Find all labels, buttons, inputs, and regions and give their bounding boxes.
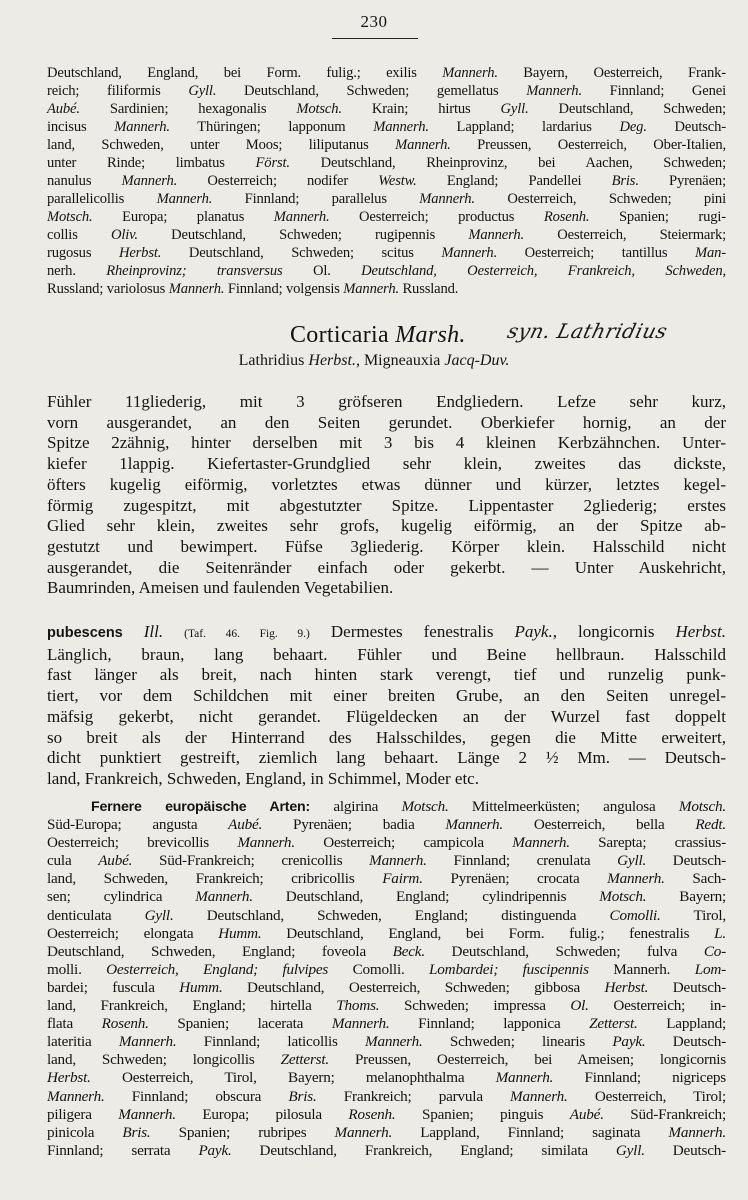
further-species-line: bardei; fuscula Humm. Deutschland, Oesterreich, Schweden; gibbosa Herbst. Deutsch- [47, 978, 726, 996]
genus-synonyms: Lathridius Herbst., Migneauxia Jacq-Duv. [238, 352, 510, 369]
description-line: gestutzt und bewimpert. Füfse 3gliederig. Körper klein. Halsschild nicht [47, 536, 726, 556]
author-citation: Motsch. [401, 798, 449, 815]
author-citation: Humm. [179, 978, 223, 996]
author-citation: Motsch. [296, 101, 342, 117]
further-species-line: Finnland; serrata Payk. Deutschland, Frankreich, England; similata Gyll. Deutsch- [47, 1141, 727, 1159]
text-line: Aubé. Sardinien; hexagonalis Motsch. Krain; hirtus Gyll. Deutschland, Schweden; [47, 101, 726, 117]
author-citation: Mannerh. [121, 173, 178, 189]
author-citation: Mannerh. [445, 816, 504, 834]
description-line: Spitze 2zähnig, hinter derselben mit 3 bis 4 kleinen Kerbzähnchen. Unter- [47, 433, 726, 453]
author-citation: Mannerh. [526, 83, 582, 99]
species-description-line: so breit als der Hinterrand des Halsschildes, gegen die Mitte erweitert, [47, 727, 726, 747]
author-citation: Ol. [570, 997, 589, 1015]
further-species-line: Mannerh. Finnland; obscura Bris. Frankreich; parvula Mannerh. Oesterreich, Tirol; [47, 1087, 726, 1105]
author-citation: Fairm. [382, 870, 423, 888]
author-citation: Gyll. [615, 1141, 645, 1159]
author-citation: Mannerh. [195, 888, 253, 906]
text-line: collis Oliv. Deutschland, Schweden; rugipennis Mannerh. Oesterreich, Steiermark; [47, 227, 726, 243]
page-number: 230 [360, 12, 388, 31]
species-description-line: tiert, vor dem Schildchen mit einer breiten Grube, an den Seiten unregel- [47, 686, 726, 706]
author-citation: Mannerh. [419, 191, 475, 207]
description-line: förmig zugespitzt, mit abgestutzter Spitze. Lippentaster 2gliederig; erstes [47, 495, 726, 515]
author-citation: Aubé. [228, 816, 263, 834]
author-citation: Mannerh. [369, 852, 427, 870]
species-entry [47, 622, 726, 790]
author-citation: Zetterst. [280, 1051, 329, 1069]
author-citation: Herbst. [604, 978, 649, 996]
author-citation: Herbst. [308, 352, 356, 369]
text-line: Motsch. Europa; planatus Mannerh. Oesterreich; productus Rosenh. Spanien; rugi- [47, 209, 726, 225]
author-citation: Redt. [695, 816, 726, 834]
author-citation: Herbst. [118, 245, 162, 261]
author-citation: Mannerh. [668, 1123, 726, 1141]
author-citation: Gyll. [617, 852, 647, 870]
author-citation: Aubé. [569, 1105, 604, 1123]
author-citation: Mannerh. [237, 834, 295, 852]
author-citation: Payk. [612, 1033, 646, 1051]
author-citation: Comolli. [609, 906, 661, 924]
genus-author: Marsh. [395, 322, 466, 348]
author-citation: Mannerh. [156, 191, 213, 207]
author-citation: Motsch. [47, 209, 93, 225]
author-citation: Man- [694, 245, 726, 261]
author-citation: Mannerh. [495, 1069, 554, 1087]
author-citation: Mannerh. [510, 1087, 568, 1105]
text-line: unter Rinde; limbatus Först. Deutschland, Rheinprovinz, bei Aachen, Schweden; [47, 155, 726, 171]
author-citation: Mannerh. [118, 1033, 177, 1051]
author-citation: Mannerh. [168, 281, 225, 297]
further-species-line: denticulata Gyll. Deutschland, Schweden, England; distinguenda Comolli. Tirol, [47, 906, 726, 924]
text-line: incisus Mannerh. Thüringen; lapponum Mannerh. Lappland; lardarius Deg. Deutsch- [47, 119, 726, 135]
author-citation: L. [714, 924, 726, 942]
further-species-line: lateritia Mannerh. Finnland; laticollis Mannerh. Schweden; linearis Payk. Deutsch- [47, 1033, 727, 1051]
text-line: Russland; variolosus Mannerh. Finnland; volgensis Mannerh. Russland. [47, 281, 459, 297]
author-citation: Mannerh. [442, 65, 498, 81]
species-description-line: land, Frankreich, Schweden, England, in Schimmel, Moder etc. [47, 768, 479, 788]
description-line: öfters kugelig eiförmig, vorletztes etwas dünner und kürzer, letztes kegel- [47, 474, 726, 494]
author-citation: Herbst. [675, 622, 727, 641]
author-citation: Mannerh. [607, 870, 665, 888]
author-citation: Mannerh. [468, 227, 525, 243]
author-citation: Mannerh. [441, 245, 498, 261]
author-citation: Mannerh. [343, 281, 399, 297]
author-citation: Mannerh. [365, 1033, 423, 1051]
further-species [47, 798, 726, 1160]
author-citation: Motsch. [599, 888, 647, 906]
text-line: land, Schweden, unter Moos; liliputanus Mannerh. Preussen, Oesterreich, Ober-Italien, [47, 137, 726, 153]
further-species-line: Deutschland, Schweden, England; foveola Beck. Deutschland, Schweden; fulva Co- [47, 942, 726, 960]
author-citation: Rosenh. [348, 1105, 396, 1123]
author-citation: Gyll. [188, 83, 217, 99]
author-citation: Bris. [288, 1087, 317, 1105]
author-citation: Först. [255, 155, 290, 171]
description-line: vorn ausgerandet, an den Seiten gerundet. Oberkiefer hornig, an der [47, 412, 726, 432]
species-description-line: fast länger als breit, nach hinten stark verengt, tief und runzelig punk- [47, 665, 726, 685]
author-citation: Bris. [611, 173, 639, 189]
author-citation: Bris. [122, 1123, 151, 1141]
further-species-line: Herbst. Oesterreich, Tirol, Bayern; melanophthalma Mannerh. Finnland; nigriceps [47, 1069, 726, 1087]
species-author: Ill. [143, 622, 164, 641]
author-citation: Zetterst. [589, 1015, 638, 1033]
author-citation: Aubé. [47, 101, 80, 117]
figure-reference: (Taf. 46. Fig. 9.) [184, 628, 310, 640]
genus-title [290, 322, 466, 349]
species-synonymy: Dermestes fenestralis Payk., longicornis Herbst. [330, 622, 727, 641]
species-description-line: mäfsig gekerbt, nicht gerandet. Flügeldecken an der Wurzel fast doppelt [47, 706, 726, 726]
further-species-header-line [47, 798, 726, 816]
author-citation: Payk. [198, 1141, 232, 1159]
description-line: Fühler 11gliederig, mit 3 gröfseren Endgliedern. Lefze sehr kurz, [47, 392, 726, 411]
author-citation: Gyll. [144, 906, 174, 924]
species-name: pubescens [47, 625, 123, 641]
author-citation: Lombardei; fuscipennis [404, 960, 614, 978]
further-species-line: Süd-Europa; angusta Aubé. Pyrenäen; badia Mannerh. Oesterreich, bella Redt. [47, 816, 726, 834]
description-line: Glied sehr klein, zweites sehr grofs, kugelig eiförmig, an der Spitze ab- [47, 516, 726, 536]
further-species-line: pinicola Bris. Spanien; rubripes Mannerh. Lappland, Finnland; saginata Mannerh. [47, 1123, 726, 1141]
text-line: rugosus Herbst. Deutschland, Schweden; scitus Mannerh. Oesterreich; tantillus Man- [47, 245, 726, 261]
further-species-line: land, Frankreich, England; hirtella Thoms. Schweden; impressa Ol. Oesterreich; in- [47, 997, 727, 1015]
author-citation: Thoms. [336, 997, 380, 1015]
author-citation: Oesterreich, England; fulvipes [81, 960, 353, 978]
further-species-line: Oesterreich; elongata Humm. Deutschland, England, bei Form. fulig.; fenestralis L. [47, 924, 726, 942]
author-citation: Mannerh. [334, 1123, 393, 1141]
author-citation: Humm. [218, 924, 262, 942]
author-citation: Mannerh. [395, 137, 451, 153]
author-citation: Beck. [392, 942, 425, 960]
further-species-line: molli. Oesterreich, England; fulvipes Comolli. Lombardei; fuscipennis Mannerh. Lom- [47, 960, 726, 978]
further-species-line: land, Schweden; longicollis Zetterst. Preussen, Oesterreich, bei Ameisen; longicornis [47, 1051, 726, 1069]
author-citation: Deg. [619, 119, 647, 135]
author-citation: Mannerh. [273, 209, 330, 225]
author-citation: Co- [703, 942, 726, 960]
author-citation: Mannerh. [331, 1015, 390, 1033]
text-line: parallelicollis Mannerh. Finnland; parallelus Mannerh. Oesterreich, Schweden; pini [47, 191, 726, 207]
author-citation: Mannerh. [114, 119, 170, 135]
text-line: reich; filiformis Gyll. Deutschland, Schweden; gemellatus Mannerh. Finnland; Genei [47, 83, 726, 99]
author-citation: Herbst. [47, 1069, 91, 1087]
author-citation: Payk. [514, 622, 553, 641]
author-citation: Rosenh. [543, 209, 590, 225]
handwritten-annotation: syn. Lathridius [505, 319, 671, 343]
author-citation: Deutschland, Oesterreich, Frankreich, Schweden, [330, 263, 726, 279]
species-description-line: dicht punktiert gestreift, ziemlich lang behaart. Länge 2 ½ Mm. — Deutsch- [47, 748, 726, 768]
author-citation: Mannerh. [118, 1105, 176, 1123]
description-line: ausgerandet, die Seitenränder einfach oder gekerbt. — Unter Auskehricht, [47, 557, 726, 577]
author-citation: Jacq-Duv. [444, 352, 510, 369]
further-species-line: cula Aubé. Süd-Frankreich; crenicollis Mannerh. Finnland; crenulata Gyll. Deutsch- [47, 852, 727, 870]
further-species-line: flata Rosenh. Spanien; lacerata Mannerh. Finnland; lapponica Zetterst. Lappland; [47, 1015, 726, 1033]
text-line: nanulus Mannerh. Oesterreich; nodifer Westw. England; Pandellei Bris. Pyrenäen; [47, 173, 726, 189]
author-citation: Gyll. [500, 101, 529, 117]
author-citation: Mannerh. [512, 834, 570, 852]
species-description-line: Länglich, braun, lang behaart. Fühler und Beine hellbraun. Halsschild [47, 644, 726, 664]
author-citation: Rosenh. [101, 1015, 149, 1033]
further-species-line: piligera Mannerh. Europa; pilosula Rosenh. Spanien; pinguis Aubé. Süd-Frankreich; [47, 1105, 726, 1123]
further-species-line: sen; cylindrica Mannerh. Deutschland, England; cylindripennis Motsch. Bayern; [47, 888, 726, 906]
genus-name: Corticaria [290, 322, 389, 348]
genus-description [47, 392, 726, 599]
top-paragraph [47, 64, 726, 298]
page-number-rule [332, 38, 418, 39]
further-species-line: land, Schweden, Frankreich; cribricollis Fairm. Pyrenäen; crocata Mannerh. Sach- [47, 870, 727, 888]
description-line: Baumrinden, Ameisen und faulenden Vegetabilien. [47, 578, 394, 598]
author-citation: Mannerh. [47, 1087, 105, 1105]
description-line: kiefer 1lappig. Kiefertaster-Grundglied sehr klein, zweites das dickste, [47, 454, 726, 474]
text-line: nerh. Rheinprovinz; transversus Ol. Deutschland, Oesterreich, Frankreich, Schweden, [47, 263, 726, 279]
further-species-first-text: algirina Motsch. Mittelmeerküsten; angulosa Motsch. [333, 798, 726, 815]
author-citation: Aubé. [98, 852, 133, 870]
author-citation: Rheinprovinz; transversus [75, 263, 313, 279]
author-citation: Mannerh. [373, 119, 429, 135]
author-citation: Motsch. [678, 798, 726, 815]
further-species-line: Oesterreich; brevicollis Mannerh. Oesterreich; campicola Mannerh. Sarepta; crassius- [47, 834, 726, 852]
author-citation: Oliv. [110, 227, 138, 243]
species-header-line [47, 622, 726, 645]
further-species-heading: Fernere europäische Arten: [91, 799, 311, 815]
author-citation: Lom- [670, 960, 726, 978]
author-citation: Westw. [378, 173, 417, 189]
text-line: Deutschland, England, bei Form. fulig.; exilis Mannerh. Bayern, Oesterreich, Frank- [47, 65, 726, 81]
